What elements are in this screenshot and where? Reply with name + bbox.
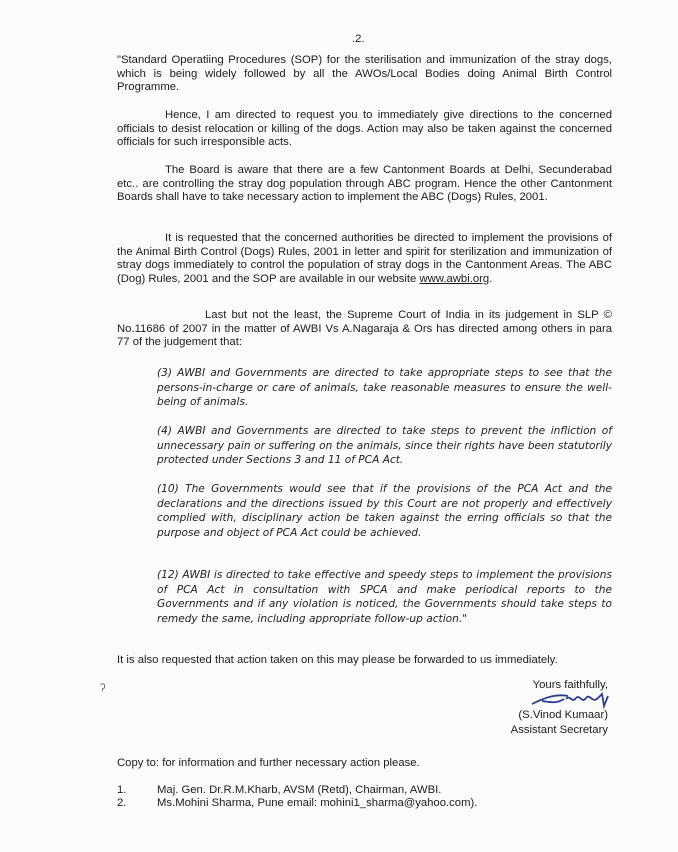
signatory-name: (S.Vinod Kumaar): [518, 709, 608, 721]
page-number: .2.: [352, 33, 365, 45]
signatory-designation: Assistant Secretary: [510, 724, 608, 736]
quote-4: (4) AWBI and Governments are directed to take steps to prevent the infliction of unnecessary pain or suffering on the animals, since their rights have been statutorily protected under Sections 3 and 11 of PCA Act.: [157, 425, 612, 467]
copy-to: Copy to: for information and further necessary action please.: [117, 757, 420, 769]
recipient-item: [117, 784, 441, 797]
signature-image: [528, 690, 614, 710]
paragraph-sop: "Standard Operatiing Procedures (SOP) for the sterilisation and immunization of the stray dogs, which is being widely followed by all the AWOs/Local Bodies doing Animal Birth Control Programme.: [117, 54, 612, 94]
request-text: It is requested that the concerned authorities be directed to implement the provisions of the Animal Birth Control (Dogs) Rules, 2001 in letter and spirit for sterilization and immunization of stray dogs immediately to control the population of stray dogs in the Cantonment Areas. The ABC (Dog) Rules, 2001 and the SOP are available in our website: [117, 232, 612, 285]
paragraph-directions: Hence, I am directed to request you to immediately give directions to the concerned officials to desist relocation or killing of the dogs. Action may also be taken against the concerned officials for such irresponsible acts.: [117, 109, 612, 149]
salutation: Yours faithfully,: [532, 679, 608, 691]
paragraph-request: [117, 232, 612, 286]
recipient-number: 2.: [117, 797, 127, 809]
quote-10: (10) The Governments would see that if the provisions of the PCA Act and the declarations and the directions issued by this Court are not properly and effectively complied with, disciplinary action be taken against the erring officials so that the purpose and object of PCA Act could be achieved.: [157, 483, 612, 539]
paragraph-cantonment: The Board is aware that there are a few Cantonment Boards at Delhi, Secunderabad etc.. are controlling the stray dog population through ABC program. Hence the other Cantonment Boards shall have to take necessary action to implement the ABC (Dogs) Rules, 2001.: [117, 164, 612, 204]
website-link[interactable]: www.awbi.org: [419, 272, 490, 285]
recipient-number: 1.: [117, 784, 127, 796]
closing-request: It is also requested that action taken on this may please be forwarded to us immediately.: [117, 654, 558, 666]
link-suffix: .: [489, 272, 493, 285]
quote-3: (3) AWBI and Governments are directed to take appropriate steps to see that the persons-in-charge or care of animals, take reasonable measures to ensure the well-being of animals.: [157, 367, 612, 409]
recipient-text: Maj. Gen. Dr.R.M.Kharb, AVSM (Retd), Chairman, AWBI.: [157, 784, 442, 796]
stray-mark: ˀ: [100, 682, 106, 699]
quote-12: (12) AWBI is directed to take effective and speedy steps to implement the provisions of PCA Act in consultation with SPCA and make periodical reports to the Governments and if any violation is noticed, the Governments should take steps to remedy the same, including appropriate follow-up action.": [157, 569, 612, 625]
recipient-text: Ms.Mohini Sharma, Pune email: mohini1_sharma@yahoo.com).: [157, 797, 478, 809]
paragraph-supreme-court: Last but not the least, the Supreme Court of India in its judgement in SLP © No.11686 of 2007 in the matter of AWBI Vs A.Nagaraja & Ors has directed among others in para 77 of the judgement that:: [117, 309, 612, 349]
recipient-item: [117, 797, 477, 810]
